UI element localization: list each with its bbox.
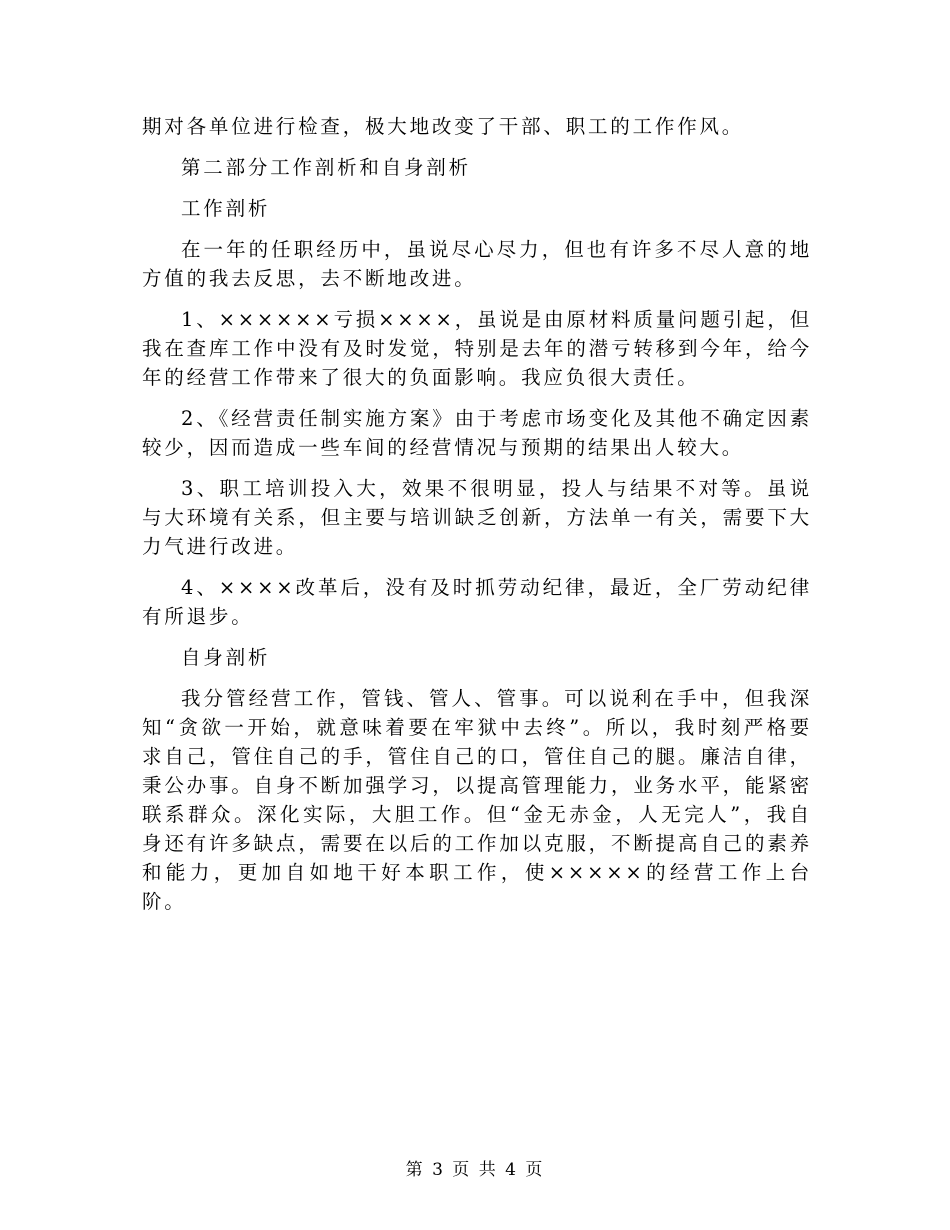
footer-total-pages: 4 bbox=[505, 1160, 518, 1180]
footer-suffix: 页 bbox=[525, 1160, 545, 1180]
footer-prefix: 第 bbox=[405, 1160, 425, 1180]
footer-current-page: 3 bbox=[432, 1160, 445, 1180]
section-heading: 第二部分工作剖析和自身剖析 bbox=[181, 156, 471, 179]
document-body bbox=[142, 112, 812, 928]
list-item-3: 3、职工培训投入大，效果不很明显，投人与结果不对等。虽说与大环境有关系，但主要与培训缺乏创新，方法单一有关，需要下大力气进行改进。 bbox=[142, 477, 812, 558]
page-footer bbox=[0, 1155, 950, 1180]
list-item-4: 4、××××改革后，没有及时抓劳动纪律，最近，全厂劳动纪律有所退步。 bbox=[142, 576, 812, 628]
footer-mid: 页 共 bbox=[452, 1160, 498, 1180]
list-item-1: 1、××××××亏损××××，虽说是由原材料质量问题引起，但我在查库工作中没有及时发觉，特别是去年的潜亏转移到今年，给今年的经营工作带来了很大的负面影响。我应负很大责任。 bbox=[142, 308, 812, 389]
paragraph-self-analysis: 我分管经营工作，管钱、管人、管事。可以说利在手中，但我深知“贪欲一开始，就意味着要在牢狱中去终”。所以，我时刻严格要求自己，管住自己的手，管住自己的口，管住自己的腿。廉洁自律，秉公办事。自身不断加强学习，以提高管理能力，业务水平，能紧密联系群众。深化实际，大胆工作。但“金无赤金，人无完人”，我自身还有许多缺点，需要在以后的工作加以克服，不断提高自己的素养和能力，更加自如地干好本职工作，使×××××的经营工作上台阶。 bbox=[142, 687, 812, 913]
paragraph-intro: 在一年的任职经历中，虽说尽心尽力，但也有许多不尽人意的地方值的我去反思，去不断地改进。 bbox=[142, 238, 812, 290]
subsection-heading-work-analysis: 工作剖析 bbox=[181, 197, 271, 220]
list-item-2: 2、《经营责任制实施方案》由于考虑市场变化及其他不确定因素较少，因而造成一些车间的经营情况与预期的结果出人较大。 bbox=[142, 407, 812, 459]
subsection-heading-self-analysis: 自身剖析 bbox=[181, 646, 271, 669]
paragraph-continuation: 期对各单位进行检查，极大地改变了干部、职工的工作作风。 bbox=[142, 115, 745, 138]
